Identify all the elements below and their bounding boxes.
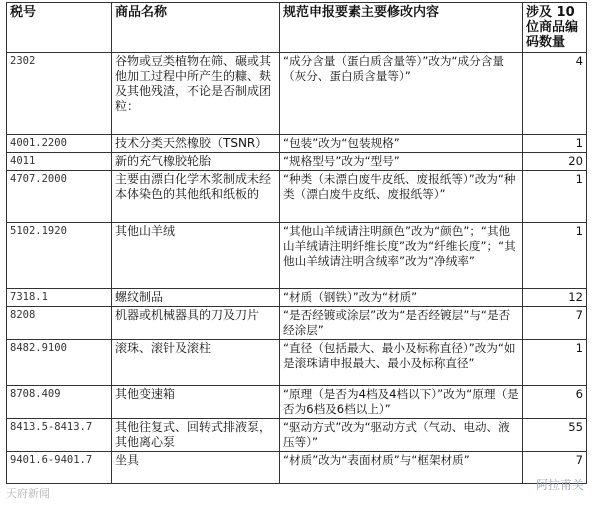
watermark-right: 阿拉甫关 bbox=[535, 478, 584, 492]
table-row bbox=[7, 153, 587, 171]
row-changes: “其他山羊绒请注明颜色”改为“颜色”；“其他山羊绒请注明纤维长度”改为“纤维长度”；“其他山羊绒请注明含绒率”改为“净绒率” bbox=[280, 223, 523, 289]
row-changes: “材质”改为“表面材质”与“框架材质” bbox=[280, 452, 523, 484]
table-row bbox=[7, 289, 587, 307]
row-count: 6 bbox=[523, 386, 587, 419]
row-code: 2302 bbox=[7, 53, 112, 135]
row-changes: “包装”改为“包装规格” bbox=[280, 135, 523, 153]
hs-code-table bbox=[6, 2, 587, 484]
row-changes: “成分含量（蛋白质含量等）”改为“成分含量（灰分、蛋白质含量等）” bbox=[280, 53, 523, 135]
row-changes: “种类（未漂白废牛皮纸、废报纸等）”改为“种类（漂白废牛皮纸、废报纸等）” bbox=[280, 171, 523, 223]
row-name: 新的充气橡胶轮胎 bbox=[112, 153, 280, 171]
row-count: 20 bbox=[523, 153, 587, 171]
row-count: 1 bbox=[523, 340, 587, 386]
row-count: 7 bbox=[523, 452, 587, 484]
header-code: 税号 bbox=[7, 3, 112, 53]
row-name: 其他变速箱 bbox=[112, 386, 280, 419]
table-row bbox=[7, 223, 587, 289]
row-changes: “材质（钢铁）”改为“材质” bbox=[280, 289, 523, 307]
row-name: 其他往复式、回转式排液泵，其他离心泵 bbox=[112, 419, 280, 452]
table-row bbox=[7, 135, 587, 153]
table-row bbox=[7, 53, 587, 135]
row-name: 螺纹制品 bbox=[112, 289, 280, 307]
header-name: 商品名称 bbox=[112, 3, 280, 53]
row-count: 7 bbox=[523, 307, 587, 340]
table-row bbox=[7, 419, 587, 452]
row-count: 55 bbox=[523, 419, 587, 452]
row-code: 8413.5-8413.7 bbox=[7, 419, 112, 452]
row-count: 1 bbox=[523, 135, 587, 153]
row-count: 4 bbox=[523, 53, 587, 135]
row-changes: “驱动方式”改为“驱动方式（气动、电动、液压等）” bbox=[280, 419, 523, 452]
table-row bbox=[7, 386, 587, 419]
row-changes: “是否经镀或涂层”改为“是否经镀层”与“是否经涂层” bbox=[280, 307, 523, 340]
row-name: 机器或机械器具的刀及刀片 bbox=[112, 307, 280, 340]
row-name: 主要由漂白化学木浆制成未经本体染色的其他纸和纸板的 bbox=[112, 171, 280, 223]
row-code: 8208 bbox=[7, 307, 112, 340]
row-changes: “直径（包括最大、最小及标称直径）”改为“如是滚珠请申报最大、最小及标称直径” bbox=[280, 340, 523, 386]
row-count: 12 bbox=[523, 289, 587, 307]
row-code: 9401.6-9401.7 bbox=[7, 452, 112, 484]
row-changes: “规格型号”改为“型号” bbox=[280, 153, 523, 171]
row-code: 4001.2200 bbox=[7, 135, 112, 153]
table-row bbox=[7, 307, 587, 340]
row-code: 8482.9100 bbox=[7, 340, 112, 386]
table-header-row bbox=[7, 3, 587, 53]
watermark-left: 天府新闻 bbox=[6, 487, 50, 500]
header-changes: 规范申报要素主要修改内容 bbox=[280, 3, 523, 53]
row-code: 4011 bbox=[7, 153, 112, 171]
row-count: 1 bbox=[523, 171, 587, 223]
row-name: 技术分类天然橡胶（TSNR） bbox=[112, 135, 280, 153]
row-code: 4707.2000 bbox=[7, 171, 112, 223]
row-code: 5102.1920 bbox=[7, 223, 112, 289]
row-name: 滚珠、滚针及滚柱 bbox=[112, 340, 280, 386]
row-name: 谷物或豆类植物在筛、碾或其他加工过程中所产生的糠、麸及其他残渣，不论是否制成团粒： bbox=[112, 53, 280, 135]
row-code: 7318.1 bbox=[7, 289, 112, 307]
row-code: 8708.409 bbox=[7, 386, 112, 419]
table-row bbox=[7, 171, 587, 223]
row-count: 1 bbox=[523, 223, 587, 289]
table-row bbox=[7, 340, 587, 386]
table-row bbox=[7, 452, 587, 484]
row-name: 其他山羊绒 bbox=[112, 223, 280, 289]
row-changes: “原理（是否为4档及4档以下）”改为“原理（是否为6档及6档以上）” bbox=[280, 386, 523, 419]
row-name: 坐具 bbox=[112, 452, 280, 484]
header-count: 涉及 10 位商品编码数量 bbox=[523, 3, 587, 53]
